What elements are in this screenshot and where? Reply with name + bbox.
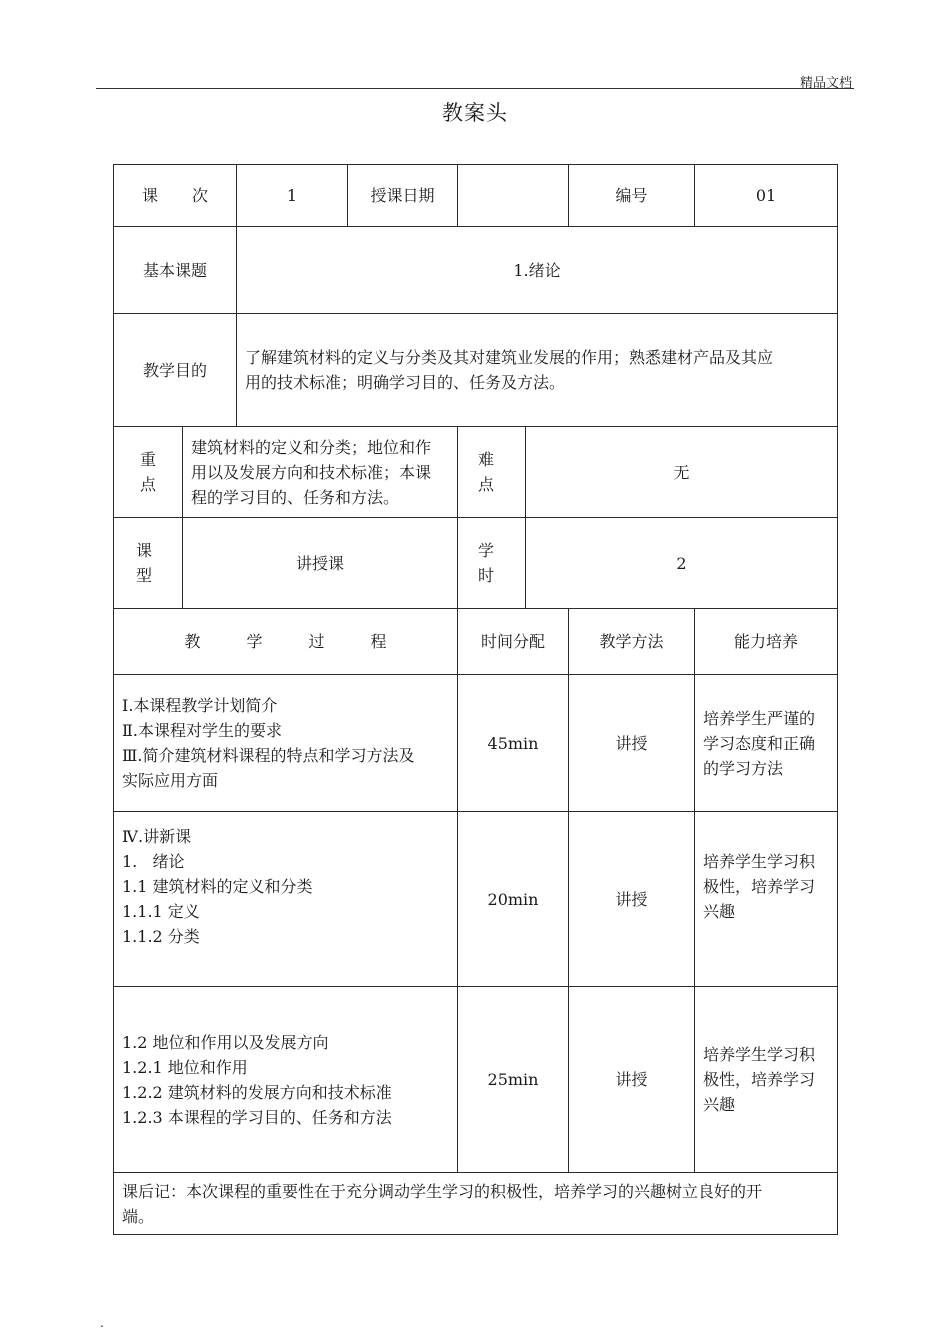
- time-header: 时间分配: [458, 609, 569, 675]
- objective-line: 了解建筑材料的定义与分类及其对建筑业发展的作用；熟悉建材产品及其应: [245, 348, 774, 367]
- process-line: 1.1 建筑材料的定义和分类: [122, 877, 313, 896]
- lesson-label-a: 课: [141, 186, 158, 205]
- type-value: 讲授课: [183, 518, 458, 609]
- process-content: [114, 675, 458, 812]
- ability-line: 培养学生学习积: [703, 1045, 816, 1064]
- process-char: 学: [246, 632, 263, 651]
- objective-value: [237, 314, 838, 427]
- footer-mark: .: [100, 1316, 104, 1330]
- process-method: 讲授: [569, 675, 695, 812]
- key-label-char: 点: [139, 475, 156, 494]
- ability-line: 学习态度和正确: [703, 733, 816, 753]
- process-time: 25min: [458, 987, 569, 1173]
- process-line: 1.1.2 分类: [122, 927, 200, 946]
- ability-line: 培养学生学习积: [703, 852, 816, 871]
- ability-line: 兴趣: [703, 1095, 736, 1114]
- process-line: 1. 绪论: [122, 852, 185, 871]
- row-type: [114, 518, 838, 609]
- process-row: [114, 675, 838, 812]
- process-line: Ⅳ.讲新课: [122, 827, 192, 846]
- row-lesson-info: [114, 165, 838, 227]
- hours-value: 2: [526, 518, 838, 609]
- process-ability: [695, 812, 838, 987]
- ability-header: 能力培养: [695, 609, 838, 675]
- row-topic: [114, 227, 838, 314]
- lesson-label-b: 次: [192, 186, 209, 205]
- postscript-line: 课后记：本次课程的重要性在于充分调动学生学习的积极性，培养学习的兴趣树立良好的开: [122, 1181, 763, 1201]
- date-value: [458, 165, 569, 227]
- process-line: 1.1.1 定义: [122, 902, 200, 921]
- key-points-label: [114, 427, 183, 518]
- key-label-char: 重: [139, 450, 156, 469]
- lesson-plan-table: [113, 164, 838, 1235]
- key-point-line: 程的学习目的、任务和方法。: [191, 487, 400, 507]
- number-label: 编号: [569, 165, 695, 227]
- hours-label-char: 学: [478, 541, 495, 560]
- process-content: [114, 987, 458, 1173]
- postscript-line: 端。: [122, 1206, 155, 1226]
- ability-line: 极性，培养学习: [703, 877, 816, 896]
- row-objective: [114, 314, 838, 427]
- lesson-label-cell: [114, 165, 237, 227]
- page-title: 教案头: [442, 101, 508, 125]
- type-label-char: 课: [136, 541, 153, 560]
- process-char: 过: [308, 632, 325, 651]
- process-line: Ⅰ.本课程教学计划简介: [122, 696, 278, 715]
- key-points-value: [183, 427, 458, 518]
- key-point-line: 建筑材料的定义和分类；地位和作: [191, 437, 432, 457]
- header-label: 精品文档: [799, 76, 852, 91]
- row-process-header: [114, 609, 838, 675]
- topic-value: 1.绪论: [237, 227, 838, 314]
- objective-line: 用的技术标准；明确学习目的、任务及方法。: [245, 373, 566, 392]
- process-header-label: [114, 609, 458, 675]
- process-line: 实际应用方面: [122, 771, 219, 790]
- topic-label: 基本课题: [114, 227, 237, 314]
- date-label: 授课日期: [348, 165, 458, 227]
- type-label: [114, 518, 183, 609]
- process-content: [114, 812, 458, 987]
- ability-line: 兴趣: [703, 902, 736, 921]
- ability-line: 的学习方法: [703, 758, 784, 778]
- ability-line: 极性，培养学习: [703, 1070, 816, 1089]
- process-ability: [695, 987, 838, 1173]
- process-row: [114, 812, 838, 987]
- difficulty-label: [458, 427, 526, 518]
- process-char: 教: [184, 632, 201, 651]
- ability-line: 培养学生严谨的: [703, 708, 816, 728]
- process-time: 20min: [458, 812, 569, 987]
- lesson-value: 1: [237, 165, 348, 227]
- row-focus: [114, 427, 838, 518]
- process-method: 讲授: [569, 987, 695, 1173]
- row-postscript: [114, 1173, 838, 1235]
- header-rule: [96, 88, 854, 89]
- number-value: 01: [695, 165, 838, 227]
- process-line: Ⅲ.简介建筑材料课程的特点和学习方法及: [122, 746, 415, 765]
- process-char: 程: [370, 632, 387, 651]
- method-header: 教学方法: [569, 609, 695, 675]
- hours-label-char: 时: [478, 566, 495, 585]
- hours-label: [458, 518, 526, 609]
- type-label-char: 型: [136, 566, 153, 585]
- process-method: 讲授: [569, 812, 695, 987]
- difficulty-value: 无: [526, 427, 838, 518]
- process-row: [114, 987, 838, 1173]
- process-line: 1.2 地位和作用以及发展方向: [122, 1032, 329, 1052]
- difficulty-label-char: 难: [478, 450, 495, 469]
- process-line: 1.2.3 本课程的学习目的、任务和方法: [122, 1107, 392, 1127]
- process-time: 45min: [458, 675, 569, 812]
- postscript: [114, 1173, 838, 1235]
- process-line: Ⅱ.本课程对学生的要求: [122, 721, 282, 740]
- process-line: 1.2.2 建筑材料的发展方向和技术标准: [122, 1082, 392, 1102]
- difficulty-label-char: 点: [478, 475, 495, 494]
- objective-label: 教学目的: [114, 314, 237, 427]
- key-point-line: 用以及发展方向和技术标准；本课: [191, 462, 432, 482]
- process-line: 1.2.1 地位和作用: [122, 1057, 248, 1077]
- process-ability: [695, 675, 838, 812]
